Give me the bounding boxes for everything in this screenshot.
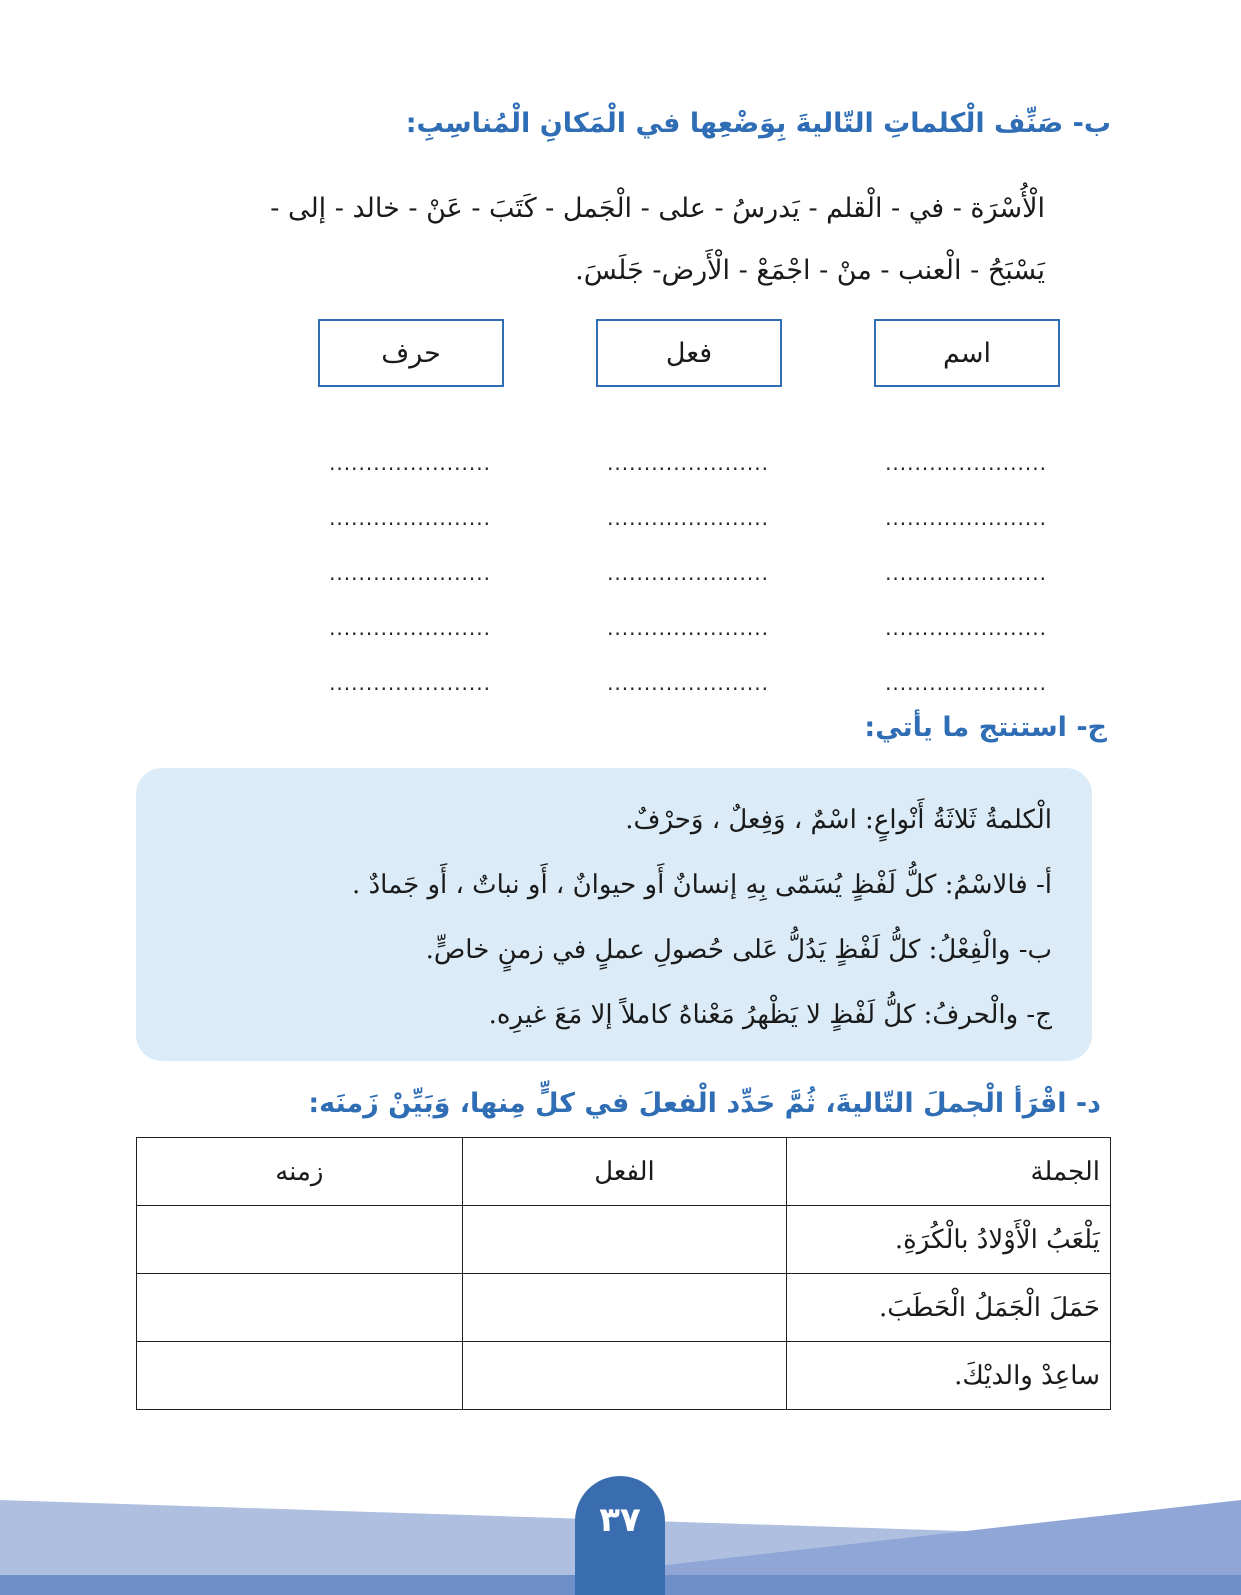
rule-box <box>136 768 1092 1061</box>
rule-line-verb: ب- والْفِعْلُ: كلُّ لَفْظٍ يَدُلُّ عَلى حُصولِ عملٍ في زمنٍ خاصٍّ. <box>425 935 1052 965</box>
table-row <box>137 1206 1111 1274</box>
answer-line[interactable]: ...................... <box>885 616 1047 640</box>
header-sentence: الجملة <box>787 1138 1111 1206</box>
rule-line-noun: أ- فالاسْمُ: كلُّ لَفْظٍ يُسَمّى بِهِ إنسانٌ أَو حيوانٌ ، أَو نباتٌ ، أَو جَمادٌ . <box>352 870 1052 900</box>
answer-line[interactable]: ...................... <box>329 616 491 640</box>
word-list-line-1: الْأُسْرَة - في - الْقلم - يَدرسُ - على - الْجَمل - كَتَبَ - عَنْ - خالد - إلى - <box>270 193 1045 224</box>
answer-line[interactable]: ...................... <box>885 671 1047 695</box>
sentence-cell: يَلْعَبُ الْأَوْلادُ بالْكُرَةِ. <box>787 1206 1111 1274</box>
answer-column-noun <box>871 420 1061 695</box>
word-list-line-2: يَسْبَحُ - الْعنب - منْ - اجْمَعْ - الْأَرض- جَلَسَ. <box>575 255 1045 286</box>
category-box-particle: حرف <box>318 319 504 387</box>
answer-column-verb <box>593 420 783 695</box>
verb-answer-cell[interactable] <box>462 1342 787 1410</box>
rule-line-intro: الْكلمةُ ثَلاثَةُ أَنْواعٍ: اسْمٌ ، وَفِعلٌ ، وَحرْفٌ. <box>625 805 1052 835</box>
page-number: ٣٧ <box>575 1476 665 1595</box>
table-row <box>137 1274 1111 1342</box>
tense-answer-cell[interactable] <box>137 1274 463 1342</box>
answer-line[interactable]: ...................... <box>607 506 769 530</box>
answer-line[interactable]: ...................... <box>329 506 491 530</box>
answer-line[interactable]: ...................... <box>329 561 491 585</box>
tense-answer-cell[interactable] <box>137 1206 463 1274</box>
answer-line[interactable]: ...................... <box>885 506 1047 530</box>
answer-line[interactable]: ...................... <box>607 451 769 475</box>
answer-line[interactable]: ...................... <box>607 561 769 585</box>
category-box-noun: اسم <box>874 319 1060 387</box>
answer-line[interactable]: ...................... <box>607 671 769 695</box>
table-header-row <box>137 1138 1111 1206</box>
section-c-heading: ج- استنتج ما يأتي: <box>864 712 1107 743</box>
answer-line[interactable]: ...................... <box>607 616 769 640</box>
verb-answer-cell[interactable] <box>462 1206 787 1274</box>
word-list <box>180 178 1045 302</box>
section-d-heading: د- اقْرَأ الْجملَ التّاليةَ، ثُمَّ حَدِّد الْفعلَ في كلٍّ مِنها، وَبَيِّنْ زَمنَه: <box>308 1088 1101 1119</box>
verb-answer-cell[interactable] <box>462 1274 787 1342</box>
header-verb: الفعل <box>462 1138 787 1206</box>
rule-line-particle: ج- والْحرفُ: كلُّ لَفْظٍ لا يَظْهرُ مَعْناهُ كاملاً إلا مَعَ غيرِه. <box>488 1000 1052 1030</box>
answer-line[interactable]: ...................... <box>329 451 491 475</box>
answer-line[interactable]: ...................... <box>885 561 1047 585</box>
answer-line[interactable]: ...................... <box>885 451 1047 475</box>
table-row <box>137 1342 1111 1410</box>
sentences-table <box>136 1137 1111 1410</box>
category-box-verb: فعل <box>596 319 782 387</box>
sentence-cell: ساعِدْ والديْكَ. <box>787 1342 1111 1410</box>
answer-line[interactable]: ...................... <box>329 671 491 695</box>
sentence-cell: حَمَلَ الْجَمَلُ الْحَطَبَ. <box>787 1274 1111 1342</box>
section-b-heading: ب- صَنِّف الْكلماتِ التّاليةَ بِوَضْعِها في الْمَكانِ الْمُناسِبِ: <box>405 108 1111 139</box>
header-tense: زمنه <box>137 1138 463 1206</box>
tense-answer-cell[interactable] <box>137 1342 463 1410</box>
answer-column-particle <box>315 420 505 695</box>
